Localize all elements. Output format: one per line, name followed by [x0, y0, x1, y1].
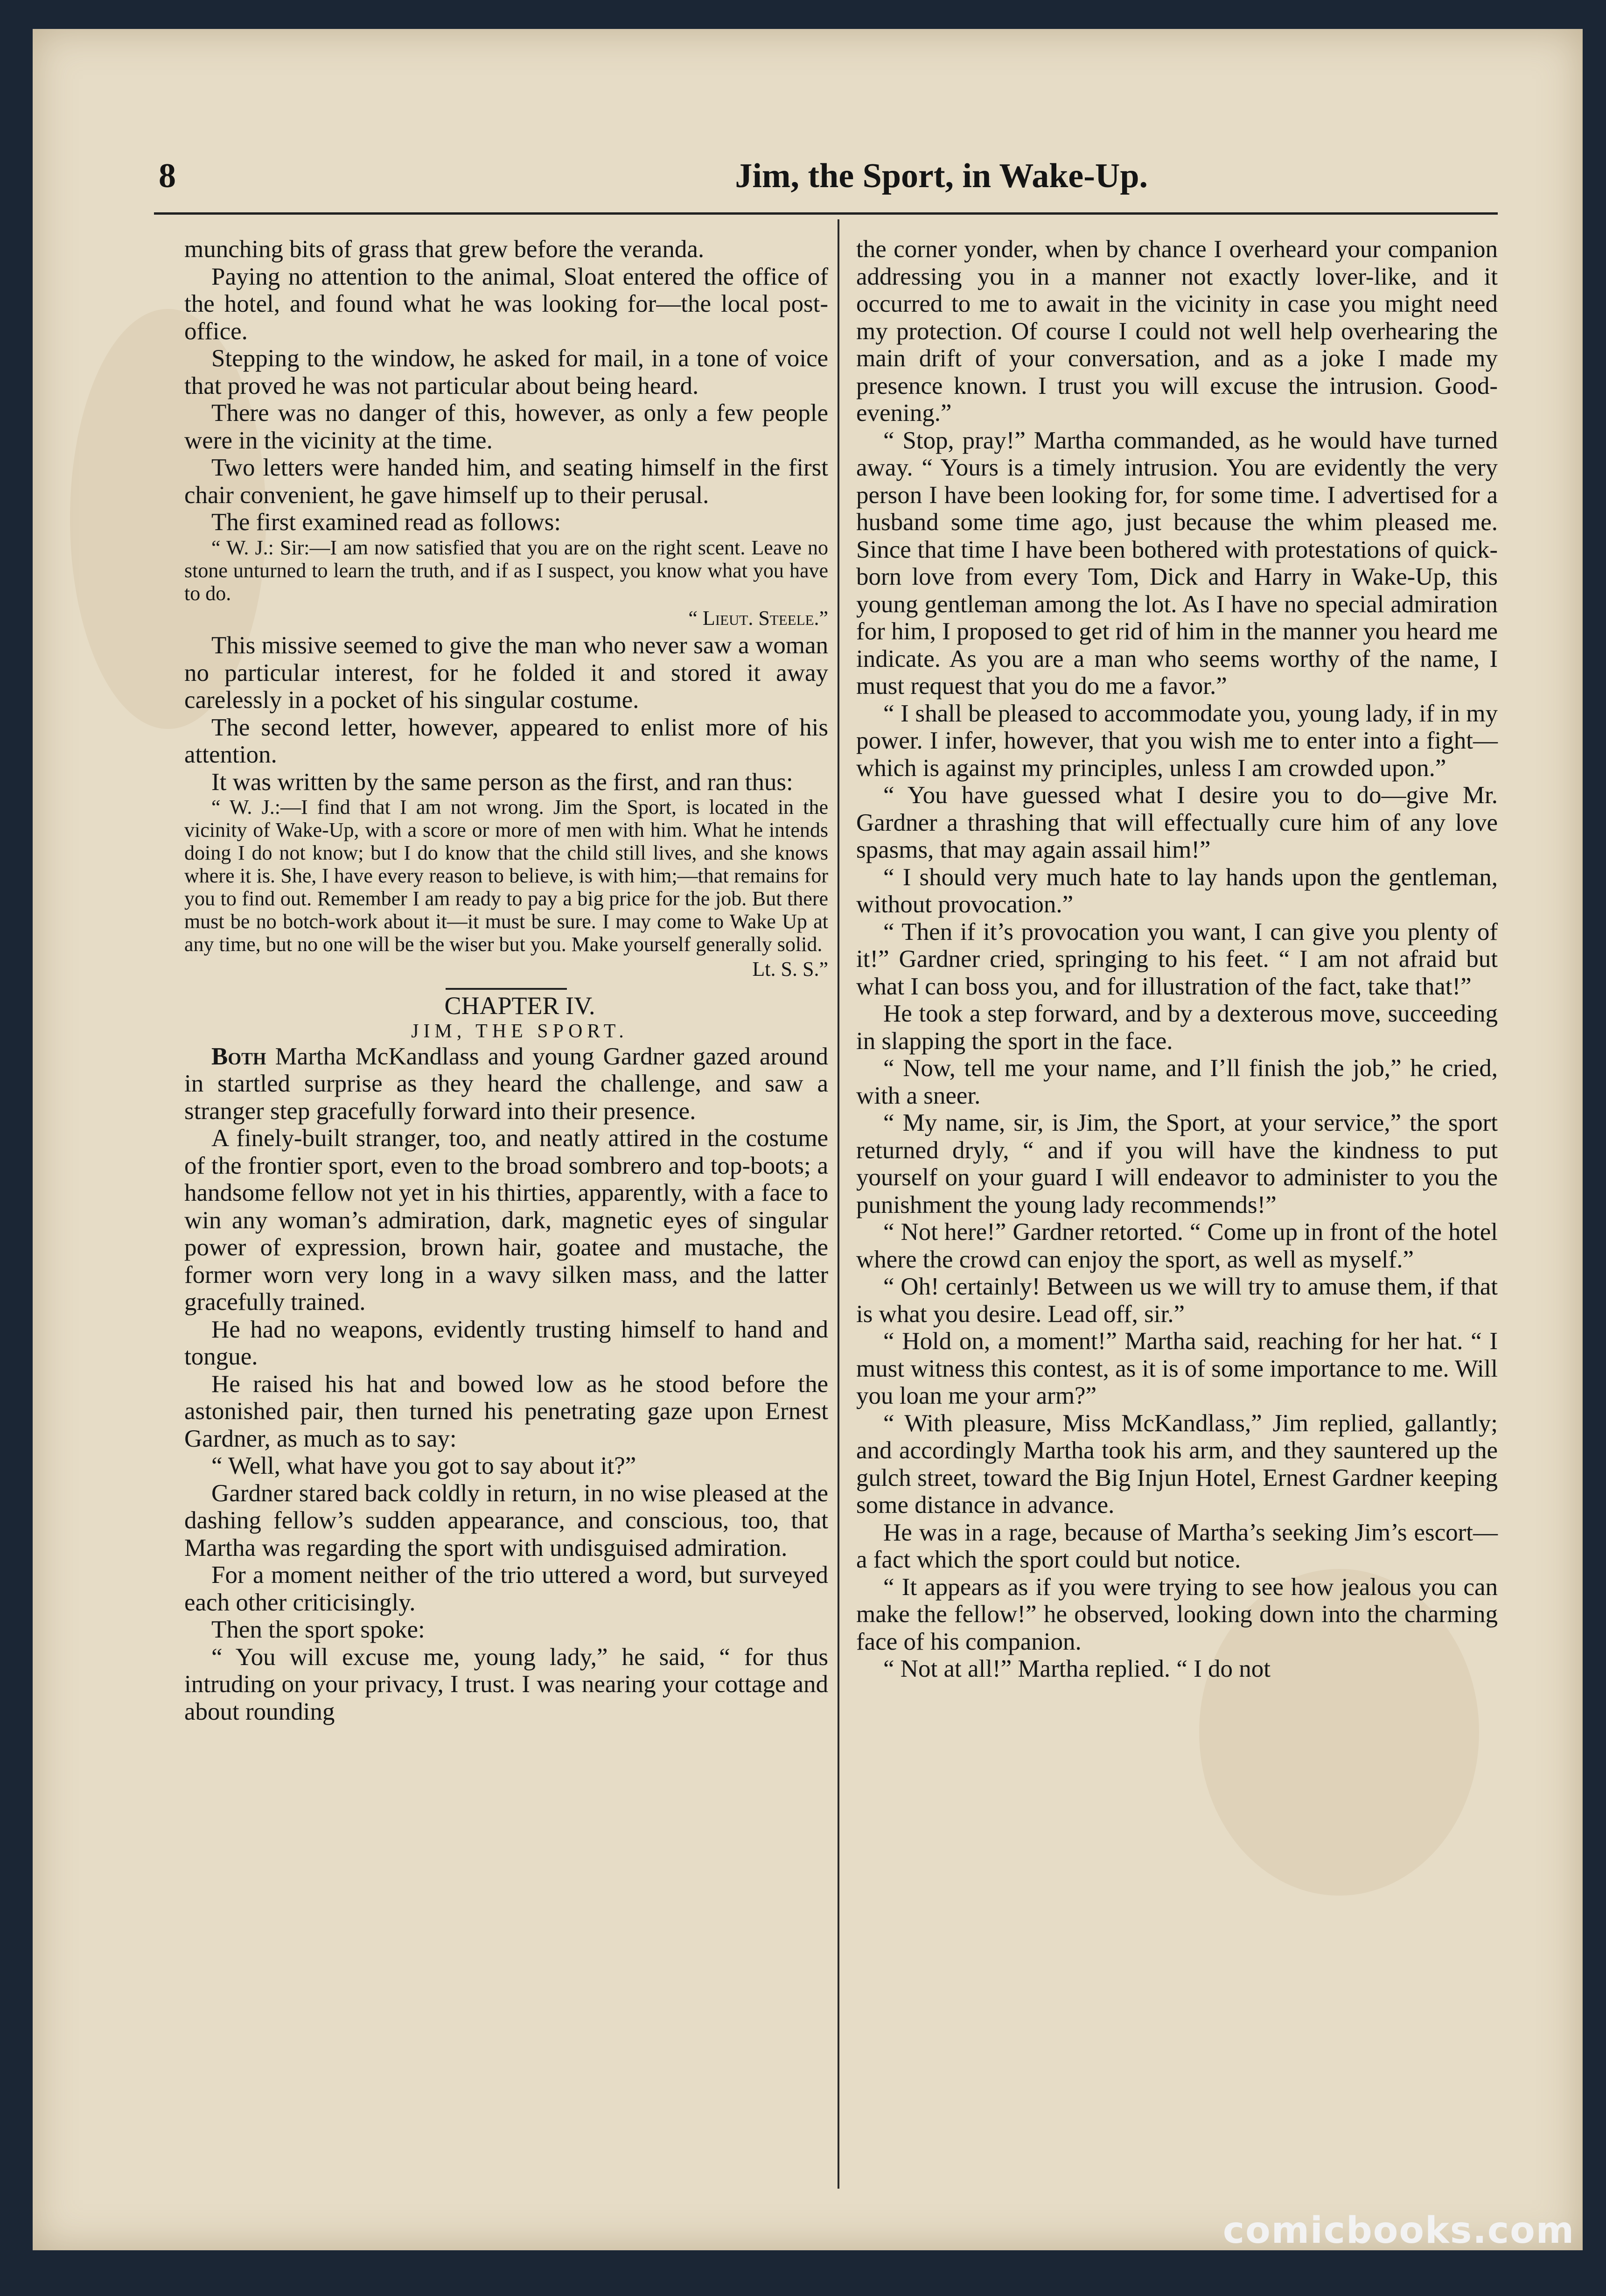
chapter-heading: CHAPTER IV.	[444, 991, 595, 1020]
paragraph: The first examined read as follows:	[211, 509, 561, 536]
paragraph: The second letter, however, appeared to enlist more of his attention.	[184, 714, 828, 768]
paragraph: He took a step forward, and by a dexterous move, succeeding in slapping the sport in the face.	[856, 1000, 1498, 1055]
paragraph: “ Oh! certainly! Between us we will try to amuse them, if that is what you desire. Lead off, sir.”	[856, 1273, 1498, 1328]
paragraph: “ I should very much hate to lay hands upon the gentleman, without provocation.”	[856, 863, 1498, 918]
paragraph: He raised his hat and bowed low as he stood before the astonished pair, then turned his penetrating gaze upon Ernest Gardner, as much as to say:	[184, 1370, 828, 1452]
page-header	[159, 156, 1148, 198]
running-title: Jim, the Sport, in Wake-Up.	[735, 157, 1148, 195]
paragraph: “ I shall be pleased to accommodate you, young lady, if in my power. I infer, however, that you wish me to enter into a fight—which is against my principles, unless I am crowded upon.”	[856, 700, 1498, 782]
letter-first: “ W. J.: Sir:—I am now satisfied that you are on the right scent. Leave no stone unturned to learn the truth, and if as I suspect, you know what you have to do.	[184, 536, 828, 605]
paragraph: Then the sport spoke:	[211, 1616, 425, 1643]
paragraph: Paying no attention to the animal, Sloat entered the office of the hotel, and found what he was looking for—the local post-office.	[184, 263, 828, 345]
letter-second-signature: Lt. S. S.”	[752, 958, 828, 980]
paragraph: He was in a rage, because of Martha’s seeking Jim’s escort—a fact which the sport could but notice.	[856, 1519, 1498, 1573]
page-number: 8	[159, 157, 176, 195]
paragraph: Gardner stared back coldly in return, in no wise pleased at the dashing fellow’s sudden appearance, and conscious, too, that Martha was regarding the sport with undisguised admiration.	[184, 1479, 828, 1561]
paragraph: “ You will excuse me, young lady,” he said, “ for thus intruding on your privacy, I trust. I was nearing your cottage and about rounding	[184, 1643, 828, 1725]
paragraph: Stepping to the window, he asked for mail, in a tone of voice that proved he was not particular about being heard.	[184, 345, 828, 399]
paragraph: It was written by the same person as the first, and ran thus:	[211, 768, 793, 796]
paragraph: “ Stop, pray!” Martha commanded, as he would have turned away. “ Yours is a timely intrusion. You are evidently the very person I have been looking for, for some time. I advertised for a husband some time ago, just because the whim pleased me. Since that time I have been bothered with protestations of quick-born love from every Tom, Dick and Harry in Wake-Up, this young gentleman among the lot. As I have no special admiration for him, I proposed to get rid of him in the manner you heard me indicate. As you are a man who seems worthy of the name, I must request that you do me a favor.”	[856, 427, 1498, 700]
paragraph: “ Well, what have you got to say about it?”	[211, 1452, 636, 1479]
paragraph: munching bits of grass that grew before the veranda.	[184, 236, 705, 263]
paragraph: “ You have guessed what I desire you to do—give Mr. Gardner a thrashing that will effectually cure him of any love spasms, that may again assail him!”	[856, 782, 1498, 863]
paragraph: “ My name, sir, is Jim, the Sport, at your service,” the sport returned dryly, “ and if you will have the kindness to put yourself on your guard I will endeavor to administer to you the punishment the young lady recommends!”	[856, 1109, 1498, 1218]
watermark-text: comicbooks.com	[1222, 2210, 1575, 2252]
paragraph: Two letters were handed him, and seating himself in the first chair convenient, he gave himself up to their perusal.	[184, 454, 828, 509]
chapter-subtitle: JIM, THE SPORT.	[411, 1020, 628, 1042]
paragraph: “ Hold on, a moment!” Martha said, reaching for her hat. “ I must witness this contest, as it is of some importance to me. Will you loan me your arm?”	[856, 1328, 1498, 1409]
header-rule	[154, 212, 1498, 215]
paragraph: “ Not at all!” Martha replied. “ I do not	[883, 1655, 1271, 1682]
paragraph: He had no weapons, evidently trusting himself to hand and tongue.	[184, 1316, 828, 1370]
paragraph: There was no danger of this, however, as only a few people were in the vicinity at the time.	[184, 399, 828, 454]
paragraph-text: Martha McKandlass and young Gardner gazed around in startled surprise as they heard the challenge, and saw a stranger step gracefully forward into their presence.	[184, 1043, 828, 1125]
letter-first-signature: “ Lieut. Steele.”	[688, 606, 828, 630]
paragraph: “ Not here!” Gardner retorted. “ Come up in front of the hotel where the crowd can enjoy the sport, as well as myself.”	[856, 1218, 1498, 1273]
paragraph	[184, 1043, 828, 1125]
paragraph: “ Then if it’s provocation you want, I can give you plenty of it!” Gardner cried, springing to his feet. “ I am not afraid but what I can boss you, and for illustration of the fact, take that!”	[856, 918, 1498, 1000]
column-divider	[838, 219, 839, 2189]
paragraph: the corner yonder, when by chance I overheard your companion addressing you in a manner not exactly lover-like, and it occurred to me to await in the vicinity in case you might need my protection. Of course I could not well help overhearing the main drift of your conversation, and as a joke I made my presence known. I trust you will excuse the intrusion. Good-evening.”	[856, 236, 1498, 427]
right-column	[856, 236, 1498, 1683]
paragraph: For a moment neither of the trio uttered a word, but surveyed each other criticisingly.	[184, 1561, 828, 1616]
letter-second: “ W. J.:—I find that I am not wrong. Jim the Sport, is located in the vicinity of Wake-Up, with a score or more of men with him. What he intends doing I do not know; but I do know that the child still lives, and she knows where it is. She, I have every reason to believe, is with him;—that remains for you to find out. Remember I am ready to pay a big price for the job. But there must be no botch-work about it—it must be sure. I may come to Wake Up at any time, but no one will be the wiser but you. Make yourself generally solid.	[184, 796, 828, 956]
left-column	[184, 236, 828, 1725]
paragraph: “ It appears as if you were trying to see how jealous you can make the fellow!” he observed, looking down into the charming face of his companion.	[856, 1573, 1498, 1655]
chapter-lead-word: Both	[211, 1043, 266, 1070]
chapter-rule	[446, 988, 567, 990]
paragraph: “ With pleasure, Miss McKandlass,” Jim replied, gallantly; and accordingly Martha took his arm, and they sauntered up the gulch street, toward the Big Injun Hotel, Ernest Gardner keeping some distance in advance.	[856, 1409, 1498, 1519]
paragraph: “ Now, tell me your name, and I’ll finish the job,” he cried, with a sneer.	[856, 1055, 1498, 1109]
paragraph: A finely-built stranger, too, and neatly attired in the costume of the frontier sport, even to the broad sombrero and top-boots; a handsome fellow not yet in his thirties, apparently, with a face to win any woman’s admiration, dark, magnetic eyes of singular power of expression, brown hair, goatee and mustache, the former worn very long in a wavy silken mass, and the latter gracefully trained.	[184, 1125, 828, 1316]
paragraph: This missive seemed to give the man who never saw a woman no particular interest, for he folded it and stored it away carelessly in a pocket of his singular costume.	[184, 632, 828, 714]
